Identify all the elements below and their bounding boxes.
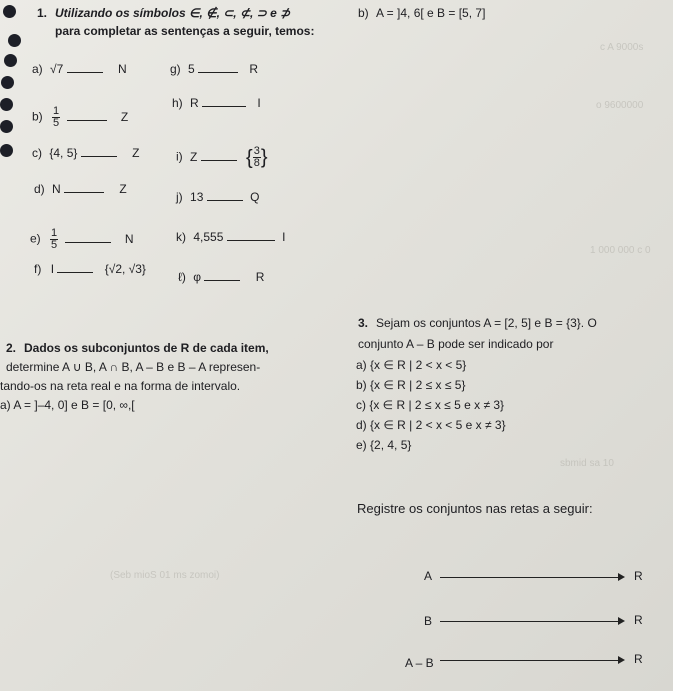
option-text: {x ∈ R | 2 < x < 5} — [370, 358, 467, 372]
q3-option[interactable] — [356, 358, 466, 372]
margin-bullet — [1, 76, 14, 89]
margin-bullet — [8, 34, 21, 47]
fraction-numerator: 3 — [253, 145, 260, 157]
q1-item-j — [176, 190, 259, 204]
option-label: a) — [356, 358, 367, 372]
line-end-a-minus-b: R — [634, 652, 643, 666]
option-label: d) — [356, 418, 367, 432]
item-label: c) — [32, 146, 42, 160]
item-label: a) — [32, 62, 43, 76]
arrow-icon — [618, 617, 625, 625]
q3-option[interactable] — [356, 418, 506, 432]
answer-blank[interactable] — [198, 72, 238, 73]
item-label: d) — [34, 182, 45, 196]
brace-close: } — [260, 146, 268, 169]
line-label-a-minus-b: A – B — [405, 656, 434, 670]
item-label: h) — [172, 96, 183, 110]
q3-option[interactable] — [356, 438, 411, 452]
item-right: I — [282, 230, 286, 244]
q2-line-3: tando-os na reta real e na forma de intervalo. — [0, 379, 241, 393]
fraction-numerator: 1 — [53, 105, 60, 117]
margin-bullet — [0, 120, 13, 133]
q1-item-h — [172, 96, 261, 110]
q3-number: 3. — [358, 316, 369, 330]
q1-instruction-1: Utilizando os símbolos ∈, ∉, ⊂, ⊄, ⊃ e ⊅ — [55, 6, 291, 20]
answer-blank[interactable] — [204, 280, 240, 281]
q3-line-1: Sejam os conjuntos A = [2, 5] e B = {3}. O — [376, 316, 597, 330]
q1-item-c — [32, 146, 139, 160]
q1-item-d — [34, 182, 127, 196]
q1-item-l — [178, 270, 264, 284]
item-label: i) — [176, 149, 183, 164]
item-label: e) — [30, 231, 41, 246]
item-label: f) — [34, 262, 42, 276]
number-line-a-minus-b[interactable] — [440, 660, 620, 661]
item-label: g) — [170, 62, 181, 76]
answer-blank[interactable] — [207, 200, 243, 201]
item-left: N — [52, 182, 61, 196]
q2-number: 2. — [6, 341, 17, 355]
q1-item-e — [30, 228, 134, 251]
item-right: Q — [250, 190, 260, 204]
q3-option[interactable] — [356, 378, 465, 392]
brace-open: { — [246, 146, 253, 169]
item-label: j) — [176, 190, 183, 204]
q1b-label: b) — [358, 6, 369, 20]
answer-blank[interactable] — [64, 192, 104, 193]
option-label: c) — [356, 398, 366, 412]
margin-bullet — [0, 144, 13, 157]
item-left: 13 — [190, 190, 204, 204]
arrow-icon — [618, 573, 625, 581]
item-label: b) — [32, 109, 43, 124]
q1-item-i — [176, 146, 268, 169]
item-right: Z — [119, 182, 127, 196]
option-text: {x ∈ R | 2 ≤ x ≤ 5 e x ≠ 3} — [369, 398, 505, 412]
item-right: N — [117, 62, 127, 76]
option-label: e) — [356, 438, 367, 452]
item-left: √7 — [50, 62, 64, 76]
q1-item-k — [176, 230, 285, 244]
q1-number: 1. — [37, 6, 48, 20]
margin-bullet — [0, 98, 13, 111]
line-label-a: A — [424, 569, 433, 583]
q3-line-2: conjunto A – B pode ser indicado por — [358, 337, 554, 351]
arrow-icon — [618, 656, 625, 664]
item-left: 5 — [188, 62, 195, 76]
option-text: {2, 4, 5} — [370, 438, 412, 452]
answer-blank[interactable] — [81, 156, 117, 157]
q1-item-b — [32, 106, 128, 129]
item-label: ℓ) — [178, 270, 186, 284]
fraction — [253, 146, 261, 169]
fraction — [50, 228, 58, 251]
answer-blank[interactable] — [65, 242, 111, 243]
option-text: {x ∈ R | 2 ≤ x ≤ 5} — [370, 378, 466, 392]
answer-blank[interactable] — [57, 272, 93, 273]
q1b-text: A = ]4, 6[ e B = [5, 7] — [376, 6, 486, 20]
item-label: k) — [176, 230, 186, 244]
answer-blank[interactable] — [227, 240, 275, 241]
answer-blank[interactable] — [67, 120, 107, 121]
fraction-denominator: 5 — [51, 239, 58, 251]
option-label: b) — [356, 378, 367, 392]
margin-bullet — [3, 5, 16, 18]
answer-blank[interactable] — [67, 72, 103, 73]
item-left: 4,555 — [193, 230, 224, 244]
item-right: R — [249, 62, 259, 76]
fraction-numerator: 1 — [51, 227, 58, 239]
line-label-b: B — [424, 614, 433, 628]
answer-blank[interactable] — [201, 160, 237, 161]
item-right: Z — [132, 146, 140, 160]
q2-item-a: a) A = ]–4, 0] e B = [0, ∞,[ — [0, 398, 135, 412]
item-right: I — [257, 96, 261, 110]
item-right: N — [124, 231, 134, 246]
line-end-a: R — [634, 569, 643, 583]
q2-line-1: Dados os subconjuntos de R de cada item, — [24, 341, 269, 355]
answer-blank[interactable] — [202, 106, 246, 107]
number-line-a[interactable] — [440, 577, 620, 578]
number-line-b[interactable] — [440, 621, 620, 622]
line-end-b: R — [634, 613, 643, 627]
q3-register-instruction: Registre os conjuntos nas retas a seguir: — [357, 501, 593, 516]
item-right: R — [255, 270, 265, 284]
q1-item-g — [170, 62, 258, 76]
item-left: R — [190, 96, 199, 110]
q2-line-2: determine A ∪ B, A ∩ B, A – B e B – A represen- — [6, 360, 261, 374]
q1-item-f — [34, 262, 146, 276]
item-left: Z — [190, 149, 198, 164]
item-left: {4, 5} — [49, 146, 78, 160]
fraction-denominator: 8 — [253, 157, 260, 169]
item-right: {√2, √3} — [104, 262, 146, 276]
fraction — [52, 106, 60, 129]
fraction-denominator: 5 — [53, 117, 60, 129]
q1-instruction-2: para completar as sentenças a seguir, temos: — [55, 24, 315, 38]
item-left: φ — [193, 270, 201, 284]
item-right: Z — [120, 109, 129, 124]
item-left: I — [50, 262, 55, 276]
q1-item-a — [32, 62, 127, 76]
option-text: {x ∈ R | 2 < x < 5 e x ≠ 3} — [370, 418, 506, 432]
q3-option[interactable] — [356, 398, 504, 412]
margin-bullet — [4, 54, 17, 67]
